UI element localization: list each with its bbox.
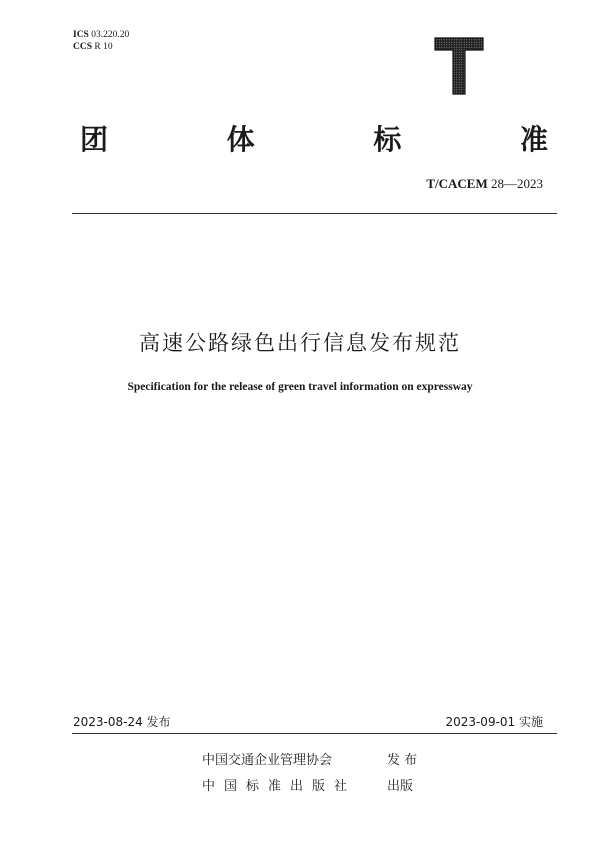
kind-char: 标 — [373, 123, 402, 156]
standard-letter-logo — [433, 36, 485, 96]
issue-date: 2023-08-24 发布 — [73, 715, 171, 729]
ccs-line — [73, 41, 129, 53]
ics-code: 03.220.20 — [91, 30, 130, 40]
standard-code: 28—2023 — [491, 176, 543, 191]
standard-prefix: T/CACEM — [426, 176, 488, 191]
standard-letter: T — [458, 76, 460, 77]
ccs-code: R 10 — [94, 42, 113, 52]
classification-codes — [73, 29, 129, 53]
title-english: Specification for the release of green travel information on expressway — [127, 381, 473, 393]
document-kind — [80, 118, 548, 158]
publisher-name: 中国标准出版社 — [202, 779, 357, 794]
ics-label: ICS — [73, 30, 89, 40]
implementation-date: 2023-09-01 实施 — [445, 715, 543, 729]
issuer-action: 发 布 — [387, 753, 418, 768]
ics-line — [73, 29, 129, 41]
kind-char: 准 — [519, 123, 548, 156]
issuer-row — [202, 749, 417, 768]
title-chinese: 高速公路绿色出行信息发布规范 — [139, 331, 461, 355]
publisher-row — [202, 775, 413, 794]
top-divider — [72, 213, 557, 214]
issuer-name: 中国交通企业管理协会 — [202, 753, 333, 768]
kind-char: 体 — [226, 123, 255, 156]
publisher-action: 出版 — [387, 779, 414, 794]
ccs-label: CCS — [73, 42, 93, 52]
kind-char: 团 — [80, 123, 109, 156]
standard-number — [426, 176, 543, 192]
bottom-divider — [72, 733, 557, 734]
